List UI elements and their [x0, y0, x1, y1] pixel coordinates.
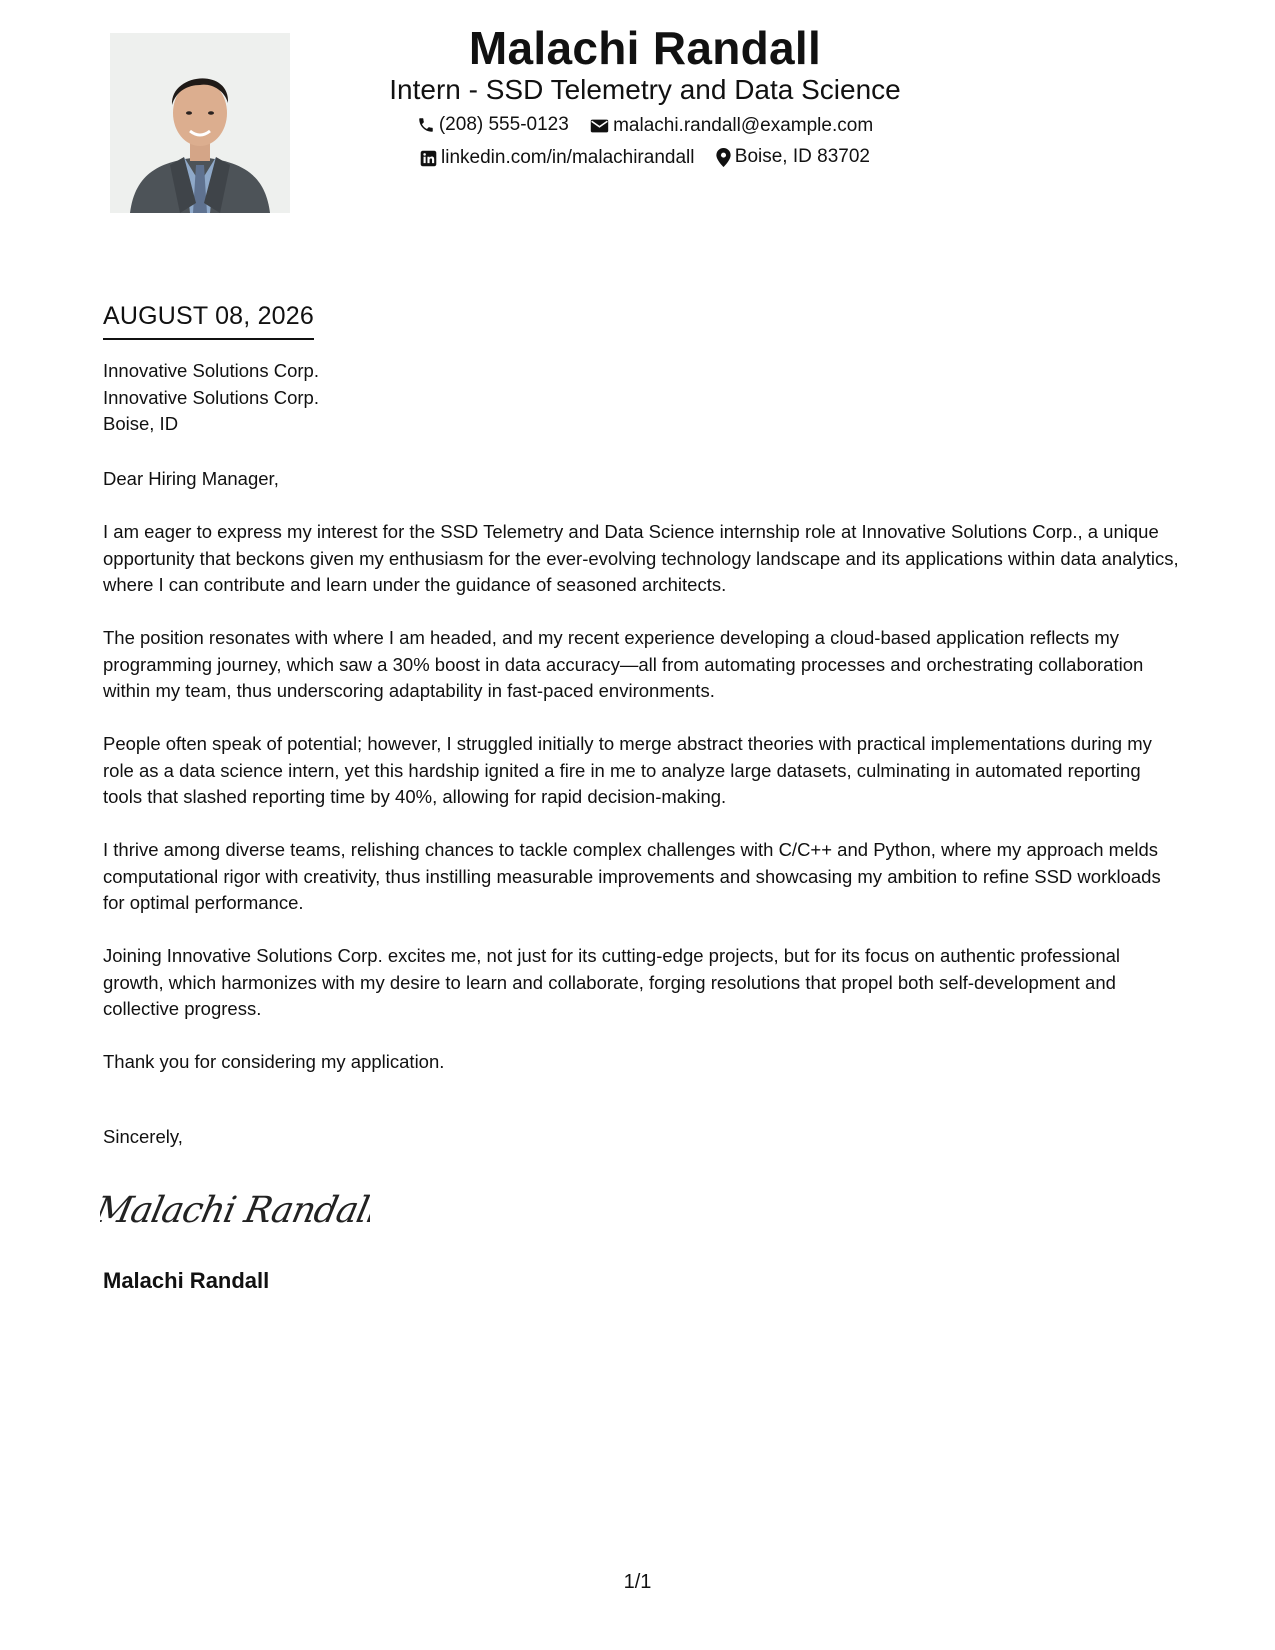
letter-body — [103, 466, 1183, 1129]
phone-number: (208) 555-0123 — [438, 114, 569, 135]
linkedin-url: linkedin.com/in/malachirandall — [441, 147, 695, 168]
recipient-line: Innovative Solutions Corp. — [103, 386, 319, 408]
body-paragraph: The position resonates with where I am headed, and my recent experience developing a cloud-based application reflects my programming journey, which saw a 30% boost in data accuracy—all from automating processes and orchestrating collaboration within my team, thus underscoring adaptability in fast-paced environments. — [103, 627, 1144, 701]
recipient-line: Innovative Solutions Corp. — [103, 360, 319, 381]
location-text: Boise, ID 83702 — [734, 146, 870, 167]
closing-salutation: Sincerely, — [103, 1126, 183, 1147]
map-pin-icon — [716, 148, 731, 167]
signer-name: Malachi Randall — [103, 1268, 270, 1293]
contact-email[interactable] — [590, 113, 873, 139]
envelope-icon — [590, 118, 609, 134]
letter-date: AUGUST 08, 2026 — [103, 300, 314, 340]
body-paragraph: Joining Innovative Solutions Corp. excites me, not just for its cutting-edge projects, but for its focus on authentic professional growth, which harmonizes with my desire to learn and collaborate, forging resolutions that propel both self-development and collective progress. — [103, 945, 1121, 1019]
contact-row-primary — [300, 112, 990, 142]
recipient-block — [103, 358, 319, 438]
thank-you-line: Thank you for considering my application. — [103, 1051, 445, 1072]
svg-text:Malachi Randall: Malachi Randall — [100, 1188, 370, 1231]
contact-row-secondary — [300, 144, 990, 175]
contact-phone[interactable] — [417, 112, 569, 138]
contact-location — [716, 144, 870, 170]
body-paragraph: I am eager to express my interest for the SSD Telemetry and Data Science internship role at Innovative Solutions Corp., a unique opportunity that beckons given my enthusiasm for the ever-evolving technology landscape and its applications within data analytics, where I can contribute and learn under the guidance of seasoned architects. — [103, 521, 1179, 595]
candidate-name: Malachi Randall — [468, 22, 822, 74]
contact-linkedin[interactable] — [420, 145, 694, 171]
page-number: 1/1 — [623, 1571, 652, 1593]
body-paragraph: I thrive among diverse teams, relishing chances to tackle complex challenges with C/C++ and Python, where my approach melds computational rigor with creativity, thus instilling measurable improvements and showcasing my ambition to refine SSD workloads for optimal performance. — [103, 839, 1161, 913]
profile-photo — [110, 33, 290, 213]
handwritten-signature — [100, 1180, 370, 1245]
recipient-line: Boise, ID — [103, 413, 179, 434]
salutation: Dear Hiring Manager, — [103, 468, 279, 489]
phone-icon — [417, 116, 435, 134]
linkedin-icon — [420, 150, 437, 167]
email-address: malachi.randall@example.com — [613, 115, 874, 136]
body-paragraph: People often speak of potential; however, I struggled initially to merge abstract theories with practical implementations during my role as a data science intern, yet this hardship ignited a fire in me to analyze large datasets, culminating in automated reporting tools that slashed reporting time by 40%, allowing for rapid decision-making. — [103, 733, 1152, 807]
job-title: Intern - SSD Telemetry and Data Science — [389, 74, 901, 105]
